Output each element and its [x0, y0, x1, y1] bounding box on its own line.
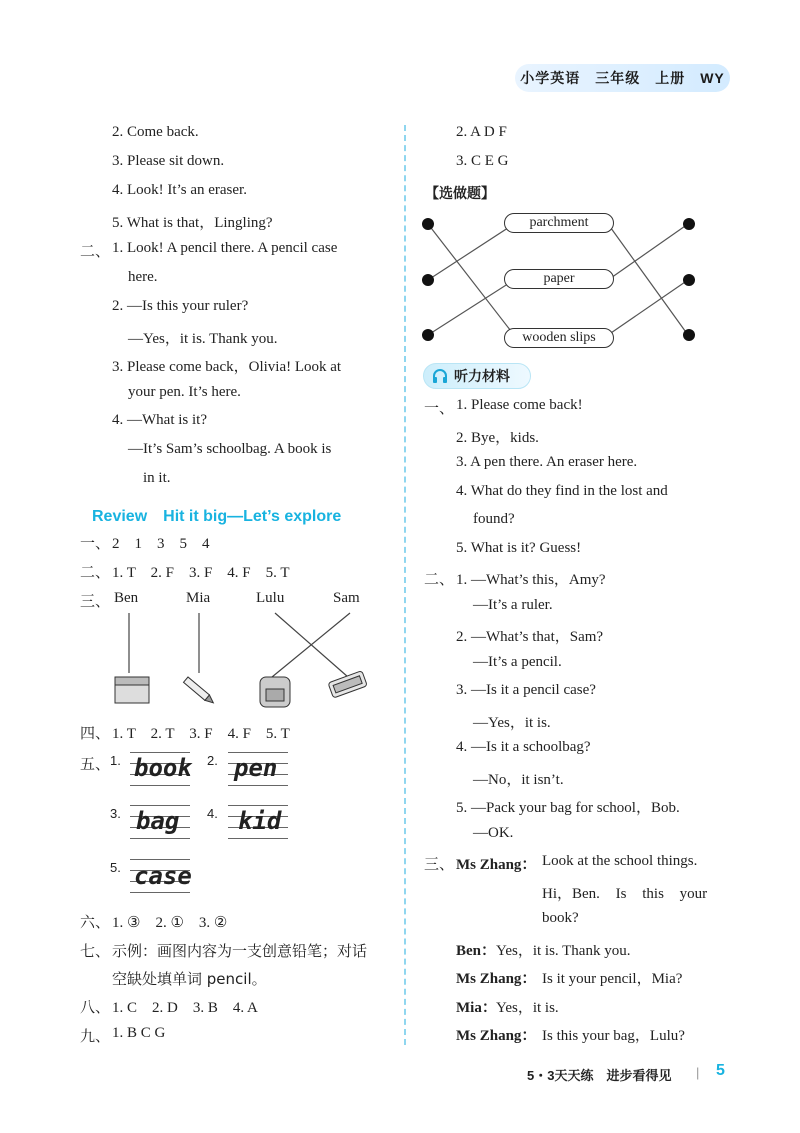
- r9-mark: 九、: [80, 1027, 111, 1045]
- speaker-ms-zhang-2: Ms Zhang：: [456, 971, 537, 987]
- footer-slogan: 5・3天天练 进步看得见: [527, 1068, 672, 1083]
- matching-drawing: [100, 605, 380, 715]
- header-text: 小学英语 三年级 上册 WY: [520, 70, 725, 86]
- schoolbag-icon: [260, 677, 290, 707]
- section-2-mark: 二、: [80, 242, 111, 260]
- right-answer-3: 3. C E G: [456, 153, 509, 169]
- p1-4a: 4. What do they find in the lost and: [456, 483, 668, 499]
- dialogue-3: Is it your pencil，Mia?: [542, 971, 683, 987]
- p2-2b: —It’s a pencil.: [473, 654, 562, 670]
- r5-num-3: 3.: [110, 806, 121, 821]
- box-wooden-slips: wooden slips: [504, 328, 614, 348]
- column-divider: [404, 125, 406, 1045]
- dot-right-3: [683, 329, 695, 341]
- r5-num-4: 4.: [207, 806, 218, 821]
- dialogue-2: Yes，it is. Thank you.: [496, 943, 631, 959]
- r2-answer: 1. T 2. F 3. F 4. F 5. T: [112, 565, 290, 581]
- word-case: case: [134, 862, 192, 890]
- book-icon: [115, 677, 149, 703]
- s2-4c: in it.: [143, 470, 171, 486]
- r6-mark: 六、: [80, 913, 111, 931]
- dialogue-1a: Look at the school things.: [542, 853, 698, 869]
- name-ben: Ben: [114, 590, 139, 606]
- p1-mark: 一、: [424, 399, 455, 417]
- dot-right-2: [683, 274, 695, 286]
- review-title: Review Hit it big—Let’s explore: [92, 508, 342, 525]
- left-line-3: 3. Please sit down.: [112, 153, 225, 169]
- optional-title: 【选做题】: [425, 186, 495, 202]
- p1-2: 2. Bye，kids.: [456, 430, 539, 446]
- p1-3: 3. A pen there. An eraser here.: [456, 454, 638, 470]
- s2-3b: your pen. It’s here.: [128, 384, 241, 400]
- box-paper: paper: [504, 269, 614, 289]
- r7-answer-b: 空缺处填单词 pencil。: [112, 970, 267, 988]
- dot-right-1: [683, 218, 695, 230]
- speaker-ms-zhang-3: Ms Zhang：: [456, 1028, 537, 1044]
- s2-4a: 4. —What is it?: [112, 412, 207, 428]
- r7-answer-a: 示例：画图内容为一支创意铅笔；对话: [112, 942, 368, 960]
- p1-1: 1. Please come back!: [456, 397, 583, 413]
- r4-mark: 四、: [80, 724, 111, 742]
- name-mia: Mia: [186, 590, 211, 606]
- listening-badge: [423, 363, 531, 389]
- word-book: book: [134, 754, 192, 782]
- p2-3b: —Yes，it is.: [473, 715, 551, 731]
- speaker-ben: Ben：: [456, 943, 497, 959]
- p2-4a: 4. —Is it a schoolbag?: [456, 739, 591, 755]
- p2-1b: —It’s a ruler.: [473, 597, 553, 613]
- footer-separator: |: [696, 1065, 700, 1080]
- dot-left-3: [422, 329, 434, 341]
- left-line-5: 5. What is that，Lingling?: [112, 215, 273, 231]
- r5-num-2: 2.: [207, 753, 218, 768]
- r4-answer: 1. T 2. T 3. F 4. F 5. T: [112, 726, 290, 742]
- p1-4b: found?: [473, 511, 515, 527]
- p1-5: 5. What is it? Guess!: [456, 540, 582, 556]
- speaker-ms-zhang-1: Ms Zhang：: [456, 857, 537, 873]
- speaker-mia: Mia：: [456, 1000, 497, 1016]
- word-pen: pen: [234, 754, 278, 782]
- r3-mark: 三、: [80, 592, 111, 610]
- s2-2b: —Yes，it is. Thank you.: [128, 331, 278, 347]
- pencil-icon: [184, 677, 216, 706]
- s2-2a: 2. —Is this your ruler?: [112, 298, 249, 314]
- r5-num-5: 5.: [110, 860, 121, 875]
- dialogue-1b: Hi，Ben. Is this your: [542, 886, 708, 902]
- r9-answer: 1. B C G: [112, 1025, 166, 1041]
- dot-left-2: [422, 274, 434, 286]
- p2-1a: 1. —What’s this，Amy?: [456, 572, 606, 588]
- p2-5b: —OK.: [473, 825, 514, 841]
- right-answer-2: 2. A D F: [456, 124, 507, 140]
- s2-4b: —It’s Sam’s schoolbag. A book is: [128, 441, 332, 457]
- p2-5a: 5. —Pack your bag for school，Bob.: [456, 800, 680, 816]
- r2-mark: 二、: [80, 563, 111, 581]
- headphones-icon: [432, 369, 448, 383]
- header-badge: [515, 64, 730, 92]
- line-sam: [272, 613, 350, 677]
- pencil-case-icon: [328, 671, 367, 698]
- r6-answer: 1. ③ 2. ① 3. ②: [112, 915, 228, 931]
- r8-answer: 1. C 2. D 3. B 4. A: [112, 1000, 258, 1016]
- s2-3a: 3. Please come back，Olivia! Look at: [112, 359, 342, 375]
- box-parchment: parchment: [504, 213, 614, 233]
- dot-left-1: [422, 218, 434, 230]
- p2-4b: —No，it isn’t.: [473, 772, 564, 788]
- left-line-4: 4. Look! It’s an eraser.: [112, 182, 247, 198]
- page-number: 5: [716, 1062, 725, 1079]
- r1-answer: 2 1 3 5 4: [112, 536, 210, 552]
- word-kid: kid: [238, 807, 282, 835]
- r5-mark: 五、: [80, 755, 111, 773]
- name-sam: Sam: [333, 590, 360, 606]
- left-line-2: 2. Come back.: [112, 124, 199, 140]
- p2-mark: 二、: [424, 570, 455, 588]
- r1-mark: 一、: [80, 534, 111, 552]
- r7-mark: 七、: [80, 942, 111, 960]
- p2-3a: 3. —Is it a pencil case?: [456, 682, 596, 698]
- s2-1b: here.: [128, 269, 158, 285]
- p3-mark: 三、: [424, 855, 455, 873]
- word-bag: bag: [136, 807, 180, 835]
- listening-title: 听力材料: [454, 369, 510, 385]
- dialogue-1c: book?: [542, 910, 579, 926]
- r5-num-1: 1.: [110, 753, 121, 768]
- name-lulu: Lulu: [256, 590, 285, 606]
- dialogue-5: Is this your bag，Lulu?: [542, 1028, 685, 1044]
- p2-2a: 2. —What’s that，Sam?: [456, 629, 604, 645]
- r8-mark: 八、: [80, 998, 111, 1016]
- s2-1a: 1. Look! A pencil there. A pencil case: [112, 240, 338, 256]
- dialogue-4: Yes，it is.: [496, 1000, 559, 1016]
